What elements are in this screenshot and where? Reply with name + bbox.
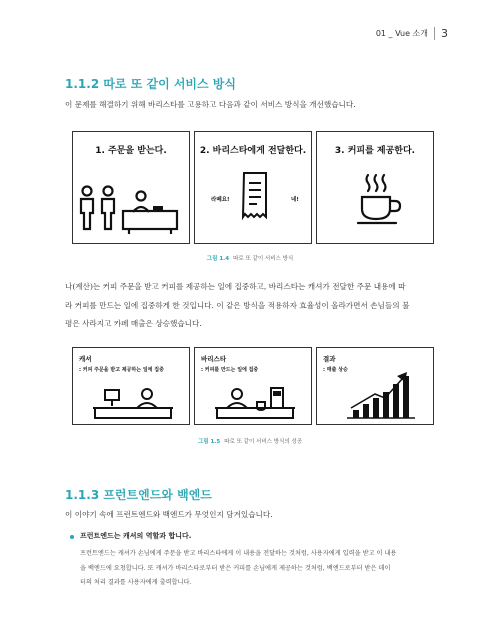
bullet-marker <box>70 535 74 539</box>
cashier-counter-illustration <box>77 182 185 238</box>
section-heading-1-1-3: 1.1.3 프런트엔드와 백엔드 <box>65 488 212 502</box>
figure2-panel-title: 캐셔 <box>79 355 92 363</box>
order-receipt-icon <box>240 171 270 225</box>
figure1-panel-serve <box>316 131 434 244</box>
bullet-body-line-2: 을 백엔드에 요청합니다. 또 캐셔가 바리스타로부터 받은 커피를 손님에게 제공하는 것처럼, 백엔드로부터 받은 데이 <box>80 564 391 572</box>
figure2-panel-subtitle: : 커피 주문을 받고 제공하는 일에 집중 <box>79 367 164 373</box>
body-paragraph-line-3: 평은 사라지고 카페 매출은 상승했습니다. <box>65 319 202 328</box>
figure1-panel-title: 3. 커피를 제공한다. <box>334 146 416 156</box>
running-header <box>376 27 448 40</box>
bullet-body-line-1: 프런트엔드는 캐셔가 손님에게 주문을 받고 바리스타에게 이 내용을 전달하는 것처럼, 사용자에게 입력을 받고 이 내용 <box>80 550 397 557</box>
page-number: 3 <box>441 27 448 40</box>
speech-bubble-latte: 라떼요! <box>211 197 230 203</box>
figure2-panel-subtitle: : 커피를 만드는 일에 집중 <box>201 367 259 373</box>
figure1-panel-relay <box>194 131 312 244</box>
figure2-panel-subtitle: : 매출 상승 <box>323 367 348 373</box>
figure2-caption <box>0 437 500 445</box>
section-intro-1-1-3: 이 이야기 속에 프런트엔드와 백엔드가 무엇인지 담겨있습니다. <box>65 510 273 519</box>
bullet-body-line-3: 터의 처리 결과를 사용자에게 출력합니다. <box>80 579 192 586</box>
sales-growth-chart-icon <box>345 368 417 422</box>
bullet-title: 프런트엔드는 캐셔의 역할과 합니다. <box>80 532 192 540</box>
speech-bubble-yes: 네! <box>291 197 299 203</box>
body-paragraph-line-2: 라 커피를 만드는 일에 집중하게 한 것입니다. 이 같은 방식을 적용하자 효율성이 올라가면서 손님들의 불 <box>65 301 410 310</box>
figure2-caption-number: 그림 1.5 <box>197 439 221 445</box>
coffee-cup-icon <box>356 171 406 227</box>
figure1-panel-title: 1. 주문을 받는다. <box>95 146 167 156</box>
figure1-caption <box>0 254 500 262</box>
figure1-panel-order <box>72 131 190 244</box>
section-intro-1-1-2: 이 문제를 해결하기 위해 바리스타를 고용하고 다음과 같이 서비스 방식을 개선했습니다. <box>65 100 356 109</box>
figure2-panel-title: 바리스타 <box>201 355 227 363</box>
figure2-panel-barista <box>194 347 312 425</box>
figure2-panel-title: 결과 <box>323 355 336 363</box>
figure1-panel-title: 2. 바리스타에게 전달한다. <box>199 146 307 156</box>
figure1-caption-number: 그림 1.4 <box>206 256 230 262</box>
cashier-register-illustration <box>91 386 175 424</box>
chapter-label: 01 _ Vue 소개 <box>375 29 428 38</box>
header-divider <box>434 27 435 40</box>
section-heading-1-1-2: 1.1.2 따로 또 같이 서비스 방식 <box>65 77 236 91</box>
figure1-caption-text: 따로 또 같이 서비스 방식 <box>233 256 294 262</box>
figure2-caption-text: 따로 또 같이 서비스 방식의 성공 <box>224 439 303 445</box>
figure2-panel-result <box>316 347 434 425</box>
body-paragraph-line-1: 나(계산)는 커피 주문을 받고 커피를 제공하는 일에 집중하고, 바리스타는 캐셔가 전달한 주문 내용에 따 <box>65 282 406 291</box>
bullet-body <box>80 547 440 591</box>
barista-machine-illustration <box>213 384 297 424</box>
figure2-panel-cashier <box>72 347 190 425</box>
